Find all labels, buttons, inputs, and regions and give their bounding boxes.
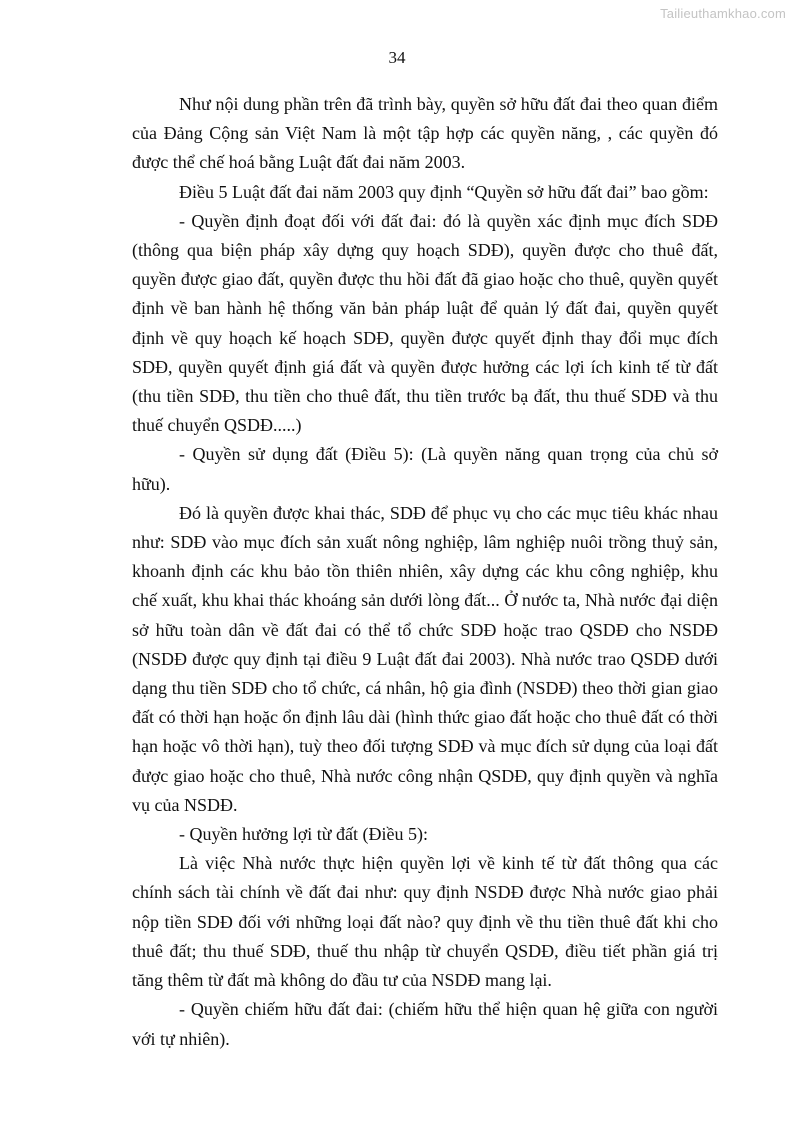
paragraph-right-of-use-detail: Đó là quyền được khai thác, SDĐ để phục vụ cho các mục tiêu khác nhau như: SDĐ vào mục đích sản xuất nông nghiệp, lâm nghiệp nuôi trồng thuỷ sản, khoanh định các khu bảo tồn thiên nhiên, xây dựng các khu công nghiệp, khu chế xuất, khu khai thác khoáng sản dưới lòng đất... Ở nước ta, Nhà nước đại diện sở hữu toàn dân về đất đai có thể tổ chức SDĐ hoặc trao QSDĐ cho NSDĐ (NSDĐ được quy định tại điều 9 Luật đất đai 2003). Nhà nước trao QSDĐ dưới dạng thu tiền SDĐ cho tổ chức, cá nhân, hộ gia đình (NSDĐ) theo thời gian giao đất có thời hạn hoặc ổn định lâu dài (hình thức giao đất hoặc cho thuê đất có thời hạn hoặc vô thời hạn), tuỳ theo đối tượng SDĐ và mục đích sử dụng của loại đất được giao hoặc cho thuê, Nhà nước công nhận QSDĐ, quy định quyền và nghĩa vụ của NSDĐ. xyxy=(132,502,718,815)
document-body xyxy=(132,90,718,1054)
paragraph-intro: Như nội dung phần trên đã trình bày, quyền sở hữu đất đai theo quan điểm của Đảng Cộng sản Việt Nam là một tập hợp các quyền năng, , các quyền đó được thể chế hoá bằng Luật đất đai năm 2003. xyxy=(132,94,718,173)
paragraph-right-of-use: - Quyền sử dụng đất (Điều 5): (Là quyền năng quan trọng của chủ sở hữu). xyxy=(132,444,718,494)
paragraph-right-of-benefit-detail: Là việc Nhà nước thực hiện quyền lợi về kinh tế từ đất thông qua các chính sách tài chính về đất đai như: quy định NSDĐ được Nhà nước giao phải nộp tiền SDĐ đối với những loại đất nào? quy định về thu tiền thuê đất khi cho thuê đất; thu thuế SDĐ, thuế thu nhập từ chuyển QSDĐ, điều tiết phần giá trị tăng thêm từ đất mà không do đầu tư của NSDĐ mang lại. xyxy=(132,853,718,991)
paragraph-right-of-possession: - Quyền chiếm hữu đất đai: (chiếm hữu thể hiện quan hệ giữa con người với tự nhiên). xyxy=(132,999,718,1049)
site-watermark: Tailieuthamkhao.com xyxy=(660,6,786,21)
paragraph-right-of-disposal: - Quyền định đoạt đối với đất đai: đó là quyền xác định mục đích SDĐ (thông qua biện pháp xây dựng quy hoạch SDĐ), quyền được cho thuê đất, quyền được giao đất, quyền được thu hồi đất đã giao hoặc cho thuê, quyền quyết định về ban hành hệ thống văn bản pháp luật để quản lý đất đai, quyền quyết định về quy hoạch kế hoạch SDĐ, quyền được quyết định thay đổi mục đích SDĐ, quyền quyết định giá đất và quyền được hưởng các lợi ích kinh tế từ đất (thu tiền SDĐ, thu tiền cho thuê đất, thu tiền trước bạ đất, thu thuế SDĐ và thu thuế chuyển QSDĐ.....) xyxy=(132,210,718,436)
page-number: 34 xyxy=(388,48,406,67)
paragraph-article-5: Điều 5 Luật đất đai năm 2003 quy định “Quyền sở hữu đất đai” bao gồm: xyxy=(179,181,709,202)
paragraph-right-of-benefit: - Quyền hưởng lợi từ đất (Điều 5): xyxy=(179,824,429,845)
